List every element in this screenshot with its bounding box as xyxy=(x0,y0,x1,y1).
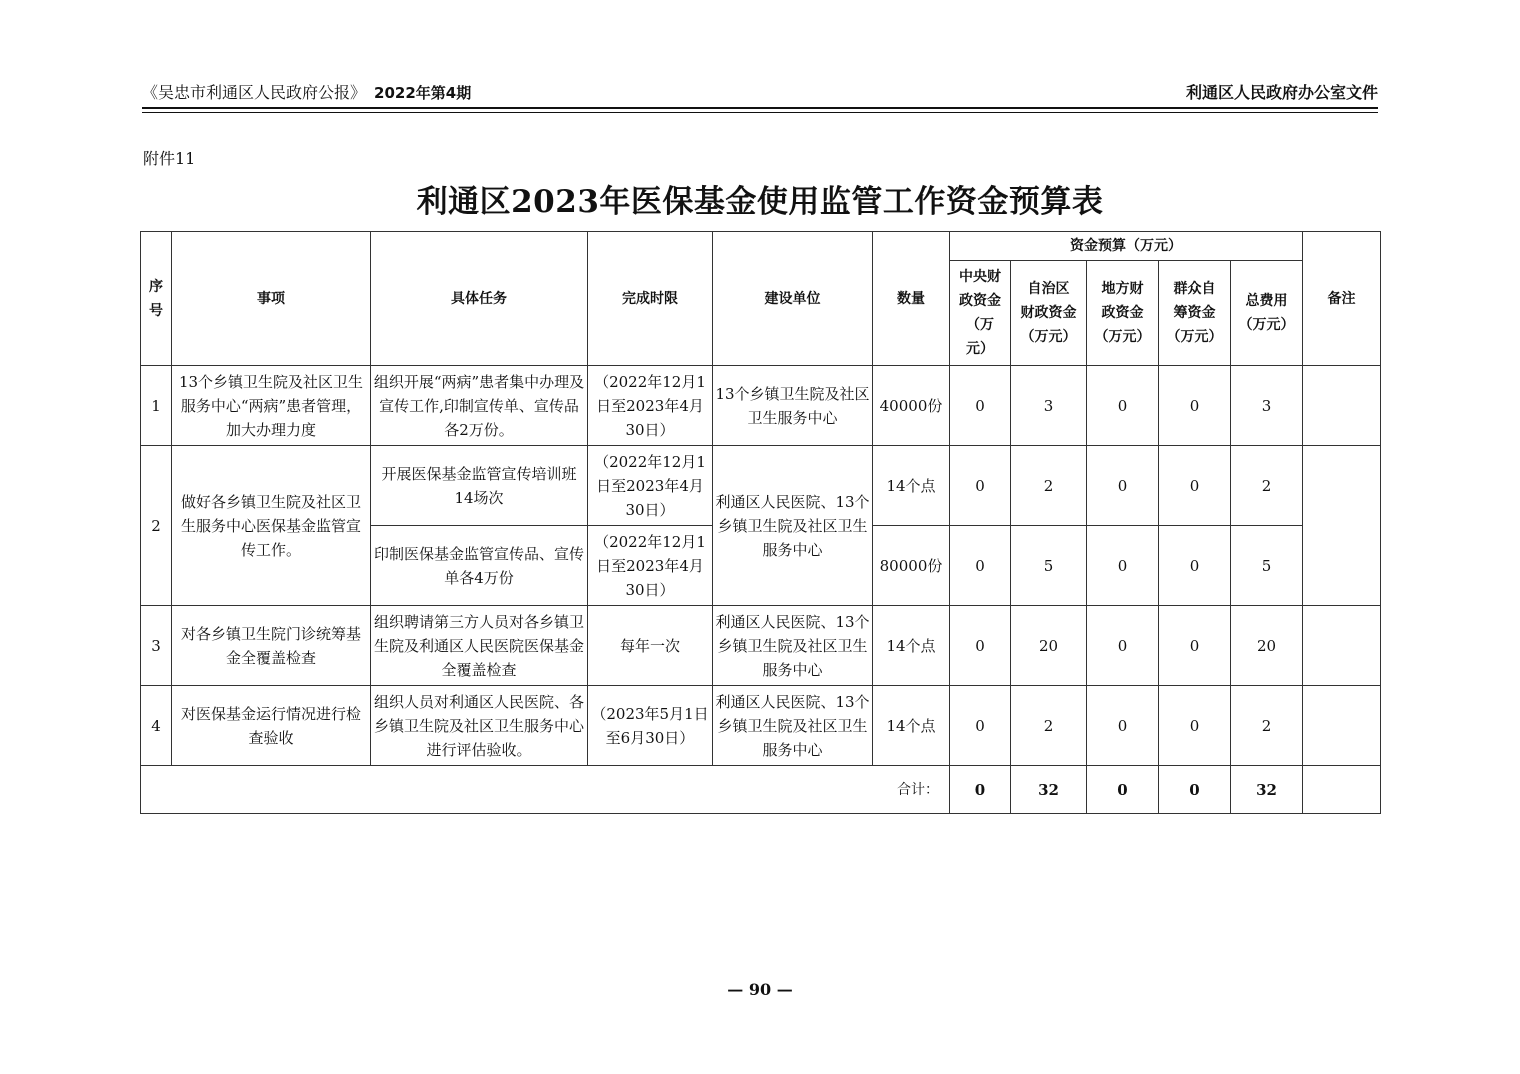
cell-task: 组织人员对利通区人民医院、各乡镇卫生院及社区卫生服务中心进行评估验收。 xyxy=(371,686,588,766)
cell-unit: 利通区人民医院、13个乡镇卫生院及社区卫生服务中心 xyxy=(713,686,873,766)
cell-item: 做好各乡镇卫生院及社区卫生服务中心医保基金监管宣传工作。 xyxy=(172,446,371,606)
cell-local: 0 xyxy=(1087,366,1159,446)
cell-qty: 14个点 xyxy=(873,686,950,766)
cell-central: 0 xyxy=(950,526,1011,606)
cell-deadline: 每年一次 xyxy=(588,606,713,686)
cell-region: 3 xyxy=(1011,366,1087,446)
cell-qty: 14个点 xyxy=(873,446,950,526)
summary-row xyxy=(141,766,1381,814)
page-number: — 90 — xyxy=(727,980,793,999)
col-central-header: 中央财 政资金 （万 元） xyxy=(950,261,1011,366)
cell-region: 2 xyxy=(1011,446,1087,526)
journal-info xyxy=(142,80,471,103)
page-header xyxy=(142,80,1378,104)
cell-region: 2 xyxy=(1011,686,1087,766)
col-item-header: 事项 xyxy=(172,232,371,366)
cell-item: 对各乡镇卫生院门诊统筹基金全覆盖检查 xyxy=(172,606,371,686)
header-row-1 xyxy=(141,232,1381,261)
cell-public: 0 xyxy=(1159,606,1231,686)
page-title: 利通区2023年医保基金使用监管工作资金预算表 xyxy=(416,184,1104,220)
cell-item: 对医保基金运行情况进行检查验收 xyxy=(172,686,371,766)
cell-public: 0 xyxy=(1159,526,1231,606)
cell-item: 13个乡镇卫生院及社区卫生服务中心“两病”患者管理，加大办理力度 xyxy=(172,366,371,446)
col-seq-header: 序 号 xyxy=(141,232,172,366)
cell-total: 3 xyxy=(1231,366,1303,446)
cell-deadline: （2023年5月1日至6月30日） xyxy=(588,686,713,766)
cell-unit: 13个乡镇卫生院及社区卫生服务中心 xyxy=(713,366,873,446)
cell-deadline: （2022年12月1日至2023年4月30日） xyxy=(588,366,713,446)
sum-region: 32 xyxy=(1011,766,1087,814)
cell-public: 0 xyxy=(1159,446,1231,526)
cell-local: 0 xyxy=(1087,686,1159,766)
col-qty-header: 数量 xyxy=(873,232,950,366)
cell-total: 2 xyxy=(1231,446,1303,526)
cell-qty: 14个点 xyxy=(873,606,950,686)
col-region-header: 自治区 财政资金 （万元） xyxy=(1011,261,1087,366)
header-rule-thick xyxy=(142,107,1378,109)
col-total-header: 总费用 （万元） xyxy=(1231,261,1303,366)
cell-unit: 利通区人民医院、13个乡镇卫生院及社区卫生服务中心 xyxy=(713,446,873,606)
table-row xyxy=(141,446,1381,526)
cell-public: 0 xyxy=(1159,366,1231,446)
cell-remark xyxy=(1303,606,1381,686)
cell-deadline: （2022年12月1日至2023年4月30日） xyxy=(588,446,713,526)
col-unit-header: 建设单位 xyxy=(713,232,873,366)
col-local-header: 地方财 政资金 （万元） xyxy=(1087,261,1159,366)
cell-seq: 3 xyxy=(141,606,172,686)
budget-table xyxy=(140,231,1381,814)
budget-group-header: 资金预算（万元） xyxy=(950,232,1303,261)
cell-region: 5 xyxy=(1011,526,1087,606)
sum-total: 32 xyxy=(1231,766,1303,814)
cell-local: 0 xyxy=(1087,446,1159,526)
col-task-header: 具体任务 xyxy=(371,232,588,366)
cell-region: 20 xyxy=(1011,606,1087,686)
office-name: 利通区人民政府办公室文件 xyxy=(1185,83,1378,102)
cell-remark xyxy=(1303,446,1381,606)
cell-unit: 利通区人民医院、13个乡镇卫生院及社区卫生服务中心 xyxy=(713,606,873,686)
sum-central: 0 xyxy=(950,766,1011,814)
cell-total: 2 xyxy=(1231,686,1303,766)
cell-central: 0 xyxy=(950,686,1011,766)
cell-local: 0 xyxy=(1087,606,1159,686)
cell-total: 20 xyxy=(1231,606,1303,686)
sum-local: 0 xyxy=(1087,766,1159,814)
cell-total: 5 xyxy=(1231,526,1303,606)
table-row xyxy=(141,606,1381,686)
cell-task: 印制医保基金监管宣传品、宣传单各4万份 xyxy=(371,526,588,606)
summary-label: 合计： xyxy=(141,766,950,814)
cell-remark xyxy=(1303,686,1381,766)
table-row xyxy=(141,366,1381,446)
cell-task: 开展医保基金监管宣传培训班14场次 xyxy=(371,446,588,526)
cell-qty: 80000份 xyxy=(873,526,950,606)
sum-remark xyxy=(1303,766,1381,814)
cell-deadline: （2022年12月1日至2023年4月30日） xyxy=(588,526,713,606)
cell-central: 0 xyxy=(950,446,1011,526)
cell-remark xyxy=(1303,366,1381,446)
table-row xyxy=(141,686,1381,766)
cell-task: 组织开展“两病”患者集中办理及宣传工作,印制宣传单、宣传品各2万份。 xyxy=(371,366,588,446)
issue-number: 2022年第4期 xyxy=(374,84,472,102)
cell-seq: 1 xyxy=(141,366,172,446)
cell-qty: 40000份 xyxy=(873,366,950,446)
col-deadline-header: 完成时限 xyxy=(588,232,713,366)
journal-name: 《吴忠市利通区人民政府公报》 xyxy=(142,83,367,102)
header-rule-thin xyxy=(142,112,1378,113)
annex-label: 附件11 xyxy=(143,149,196,168)
sum-public: 0 xyxy=(1159,766,1231,814)
cell-public: 0 xyxy=(1159,686,1231,766)
col-remark-header: 备注 xyxy=(1303,232,1381,366)
cell-seq: 4 xyxy=(141,686,172,766)
cell-central: 0 xyxy=(950,366,1011,446)
cell-local: 0 xyxy=(1087,526,1159,606)
cell-seq: 2 xyxy=(141,446,172,606)
col-public-header: 群众自 筹资金 （万元） xyxy=(1159,261,1231,366)
cell-task: 组织聘请第三方人员对各乡镇卫生院及利通区人民医院医保基金全覆盖检查 xyxy=(371,606,588,686)
cell-central: 0 xyxy=(950,606,1011,686)
